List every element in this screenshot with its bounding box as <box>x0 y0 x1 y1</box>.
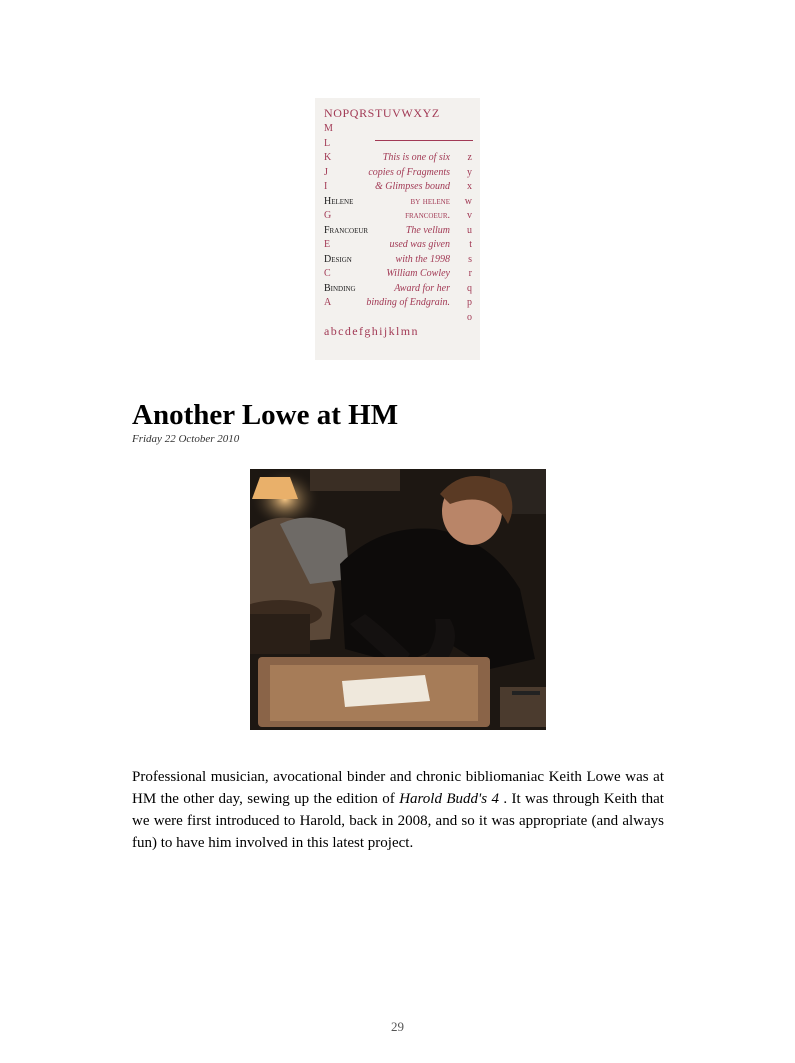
colophon-right-letter: v <box>467 210 472 221</box>
colophon-left-letter: G <box>324 210 332 221</box>
colophon-left-letter: J <box>324 166 328 178</box>
post-body-text: Professional musician, avocational binder and chronic bibliomaniac Keith Lowe was at HM the other day, sewing up the edition of <box>132 769 664 807</box>
colophon-left-letter: M <box>324 123 333 134</box>
colophon-text: binding of Endgrain. <box>366 297 450 308</box>
colophon-bottom-alphabet: abcdefghijklmn <box>324 324 419 338</box>
post-date: Friday 22 October 2010 <box>132 433 240 445</box>
colophon-image <box>315 98 480 360</box>
post-body <box>132 766 664 854</box>
colophon-left-letter: A <box>324 297 332 308</box>
colophon-text: with the 1998 <box>395 253 450 265</box>
colophon-text: copies of Fragments <box>368 166 450 178</box>
colophon-right-letter: t <box>469 239 472 250</box>
colophon-left-word: Francoeur <box>324 224 369 236</box>
colophon-text: used was given <box>389 239 450 250</box>
colophon-right-letter: q <box>467 282 472 294</box>
colophon-left-word: Helene <box>324 195 354 207</box>
colophon-right-letter: x <box>467 181 472 192</box>
colophon-text-smallcaps: francoeur. <box>405 210 450 221</box>
colophon-row <box>315 253 480 267</box>
colophon-row <box>315 166 480 180</box>
colophon-top-alphabet: NOPQRSTUVWXYZ <box>324 106 440 120</box>
colophon-row <box>315 209 480 223</box>
colophon-row <box>315 311 480 325</box>
colophon-row <box>315 224 480 238</box>
colophon-text: William Cowley <box>386 268 450 279</box>
page-number: 29 <box>391 1019 404 1034</box>
colophon-text: Award for her <box>394 282 450 294</box>
colophon-row <box>315 267 480 281</box>
colophon-right-letter: u <box>467 224 472 236</box>
colophon-text <box>405 209 450 223</box>
colophon-row <box>315 282 480 296</box>
colophon-right-letter: w <box>464 195 472 207</box>
post-photo <box>250 469 546 730</box>
post-body-text: . It was through Keith that we were first introduced to Harold, back in 2008, and so it was appropriate (and always fun) to have him involved in this latest project. <box>132 791 664 851</box>
colophon-left-word: Binding <box>324 282 356 294</box>
colophon-right-letter: p <box>467 297 472 308</box>
colophon-text-smallcaps: by helene <box>410 195 450 207</box>
colophon-row <box>315 137 480 151</box>
colophon-right-letter: s <box>468 253 472 265</box>
colophon-row <box>315 151 480 165</box>
colophon-row <box>315 238 480 252</box>
colophon-right-letter: y <box>467 166 472 178</box>
colophon-text: & Glimpses bound <box>375 181 450 192</box>
colophon-left-letter: I <box>324 181 328 192</box>
post-body-book-title: Harold Budd's 4 <box>399 791 499 807</box>
colophon-row <box>315 122 480 136</box>
colophon-left-letter: L <box>324 137 331 149</box>
colophon-row <box>315 180 480 194</box>
colophon-right-letter: r <box>468 268 472 279</box>
colophon-row <box>315 195 480 209</box>
colophon-left-letter: K <box>324 152 332 163</box>
colophon-right-letter: z <box>467 152 472 163</box>
colophon-text: This is one of six <box>382 152 450 163</box>
colophon-row <box>315 296 480 310</box>
colophon-left-letter: C <box>324 268 331 279</box>
colophon-left-word: Design <box>324 253 352 265</box>
colophon-left-letter: E <box>324 239 331 250</box>
colophon-right-letter: o <box>467 311 472 323</box>
colophon-text: The vellum <box>405 224 450 236</box>
post-title: Another Lowe at HM <box>132 399 399 431</box>
colophon-text <box>411 195 450 209</box>
